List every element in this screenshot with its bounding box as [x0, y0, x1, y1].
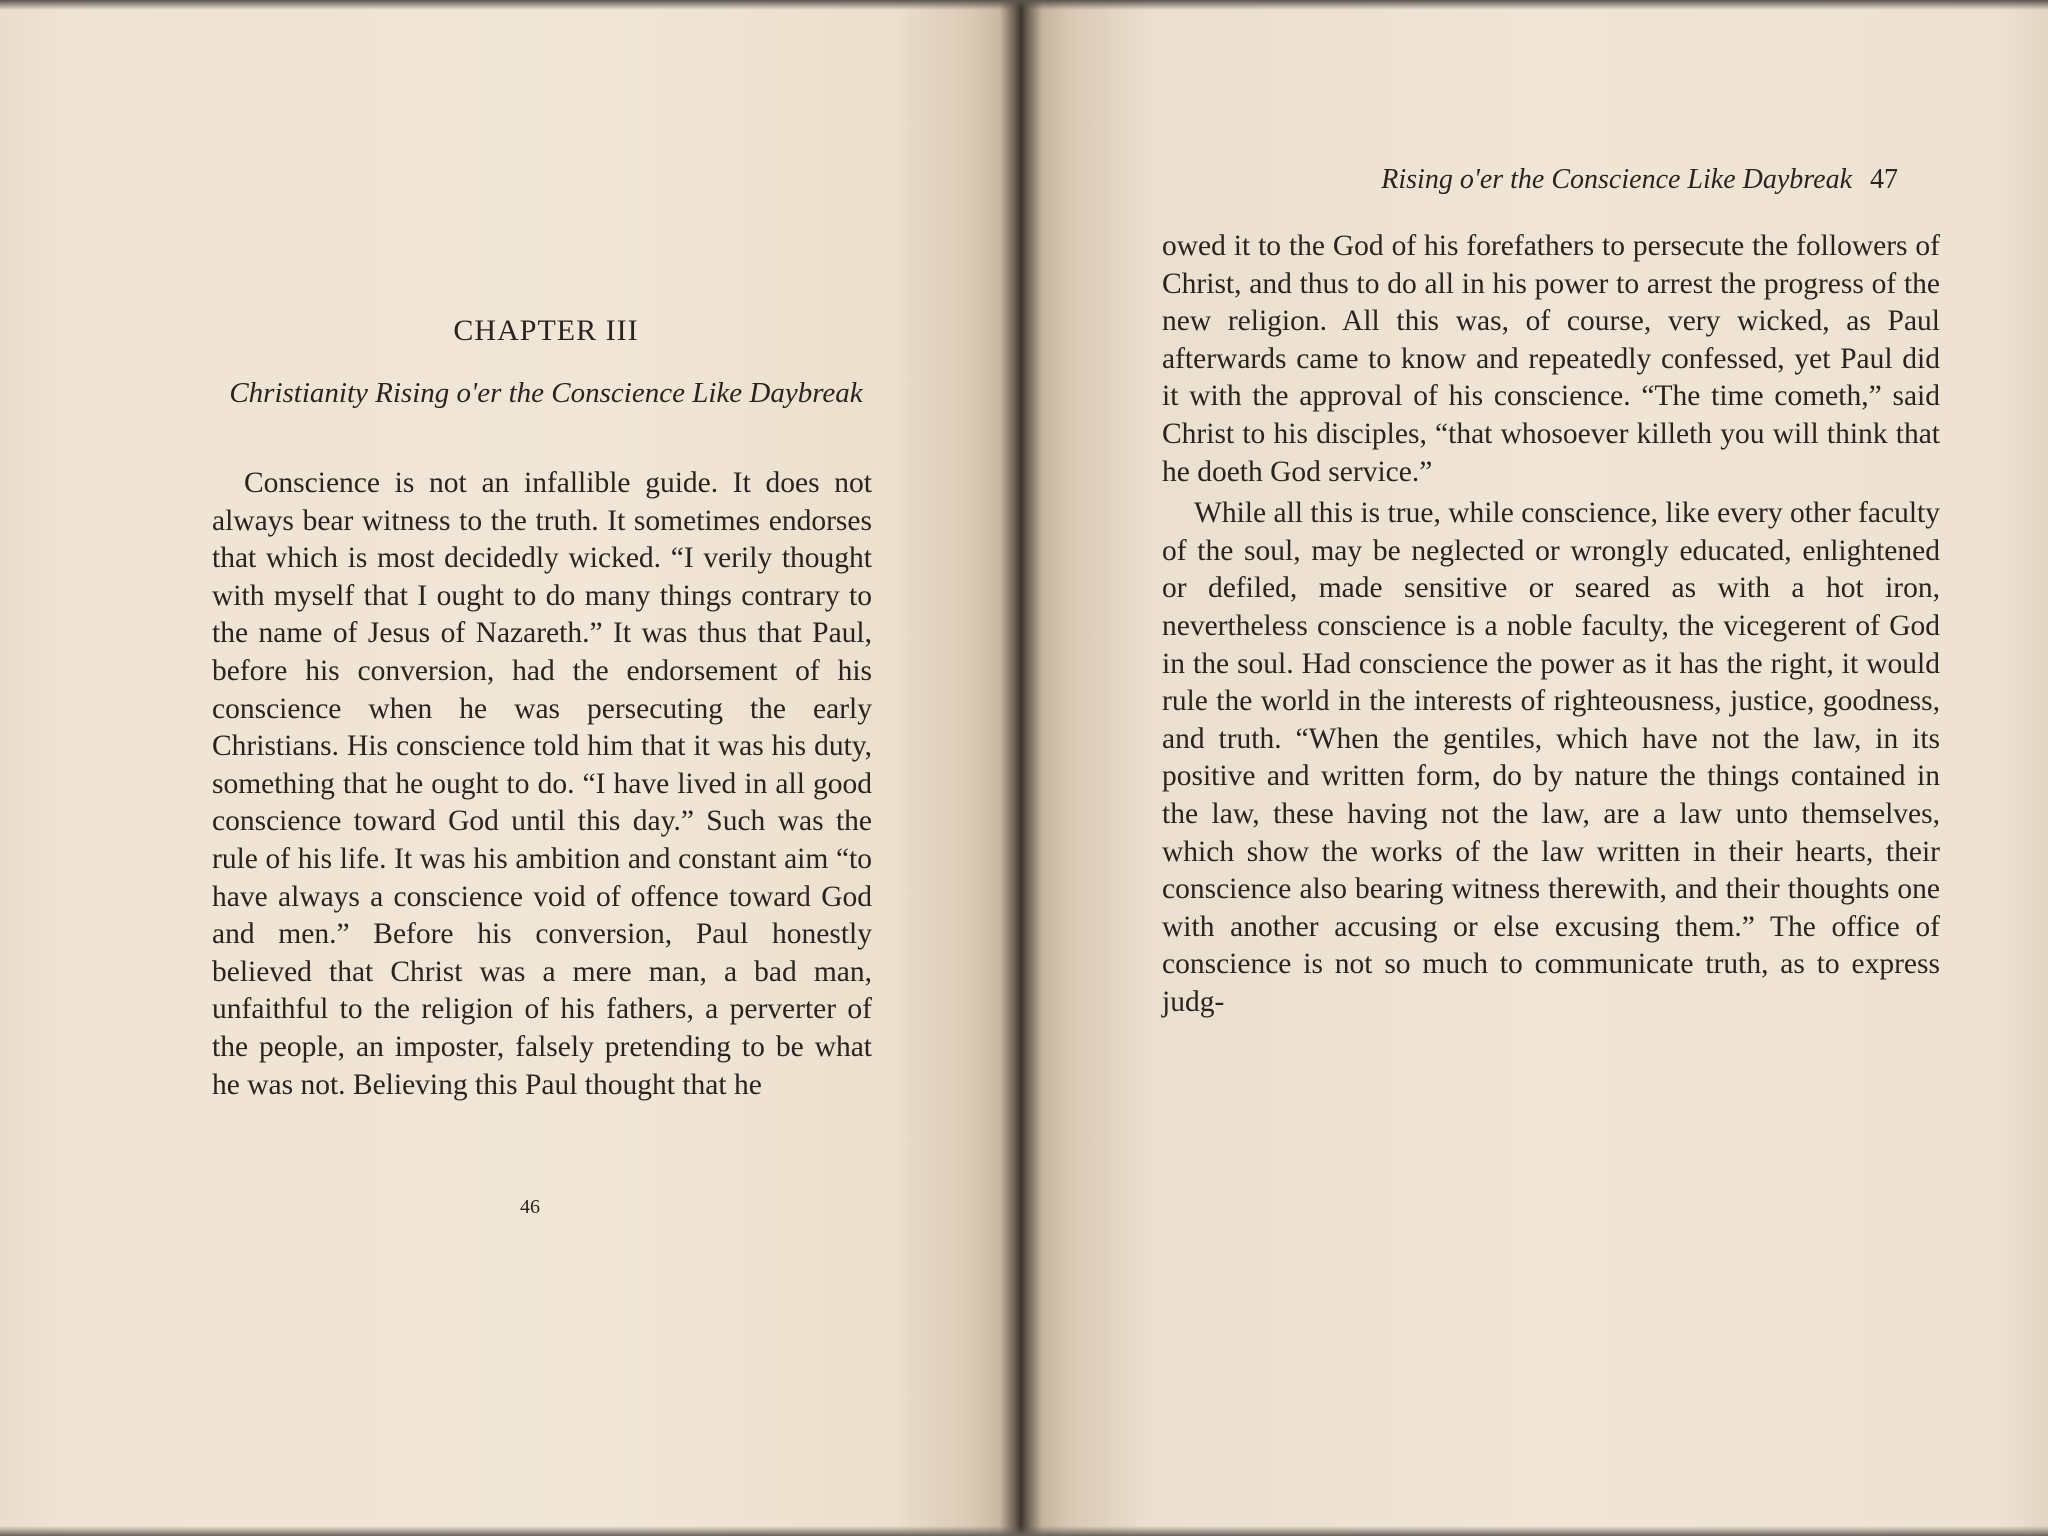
right-paragraph-2: While all this is true, while conscience, like every other faculty of the soul, may be neglected or wrongly educated, enlightened or defiled, made sensitive or seared as with a hot iron, nevertheless conscience is a noble faculty, the vicegerent of God in the soul. Had conscience the power as it has the right, it would rule the world in the interests of righteousness, justice, goodness, and truth. “When the gentiles, which have not the law, in its positive and written form, do by nature the things contained in the law, these having not the law, are a law unto themselves, which show the works of the law written in their hearts, their conscience also bearing witness therewith, and their thoughts one with another accusing or else excusing them.” The office of conscience is not so much to communicate truth, as to express judg-	[1162, 497, 1940, 1018]
left-page-number: 46	[520, 1196, 540, 1218]
right-paragraph-1: owed it to the God of his forefathers to persecute the followers of Christ, and thus to do all in his power to arrest the progress of the new religion. All this was, of course, very wicked, as Paul afterwards came to know and repeatedly confessed, yet Paul did it with the approval of his conscience. “The time cometh,” said Christ to his disciples, “that whosoever killeth you will think that he doeth God service.”	[1162, 230, 1940, 488]
left-page-body	[212, 465, 872, 1104]
left-paragraph-1: Conscience is not an infallible guide. It does not always bear witness to the truth. It sometimes endorses that which is most decidedly wicked. “I verily thought with myself that I ought to do many things contrary to the name of Jesus of Nazareth.” It was thus that Paul, before his conversion, had the endorsement of his conscience when he was persecuting the early Christians. His conscience told him that it was his duty, something that he ought to do. “I have lived in all good conscience toward God until this day.” Such was the rule of his life. It was his ambition and constant aim “to have always a conscience void of offence toward God and men.” Before his conversion, Paul honestly believed that Christ was a mere man, a bad man, unfaithful to the religion of his fathers, a perverter of the people, an imposter, falsely pretending to be what he was not. Believing this Paul thought that he	[212, 467, 872, 1101]
left-page	[0, 0, 1014, 1536]
right-page	[1028, 0, 2048, 1536]
right-page-body	[1162, 228, 1940, 1021]
bottom-shadow	[0, 1526, 2048, 1536]
running-head-title: Rising o'er the Conscience Like Daybreak	[1381, 164, 1852, 195]
right-page-number: 47	[1870, 164, 1898, 195]
running-head	[1228, 164, 1898, 196]
chapter-subtitle: Christianity Rising o'er the Conscience Like Daybreak	[229, 377, 863, 409]
book-gutter	[1000, 0, 1042, 1536]
top-shadow	[0, 0, 2048, 10]
chapter-title: CHAPTER III	[453, 314, 639, 347]
